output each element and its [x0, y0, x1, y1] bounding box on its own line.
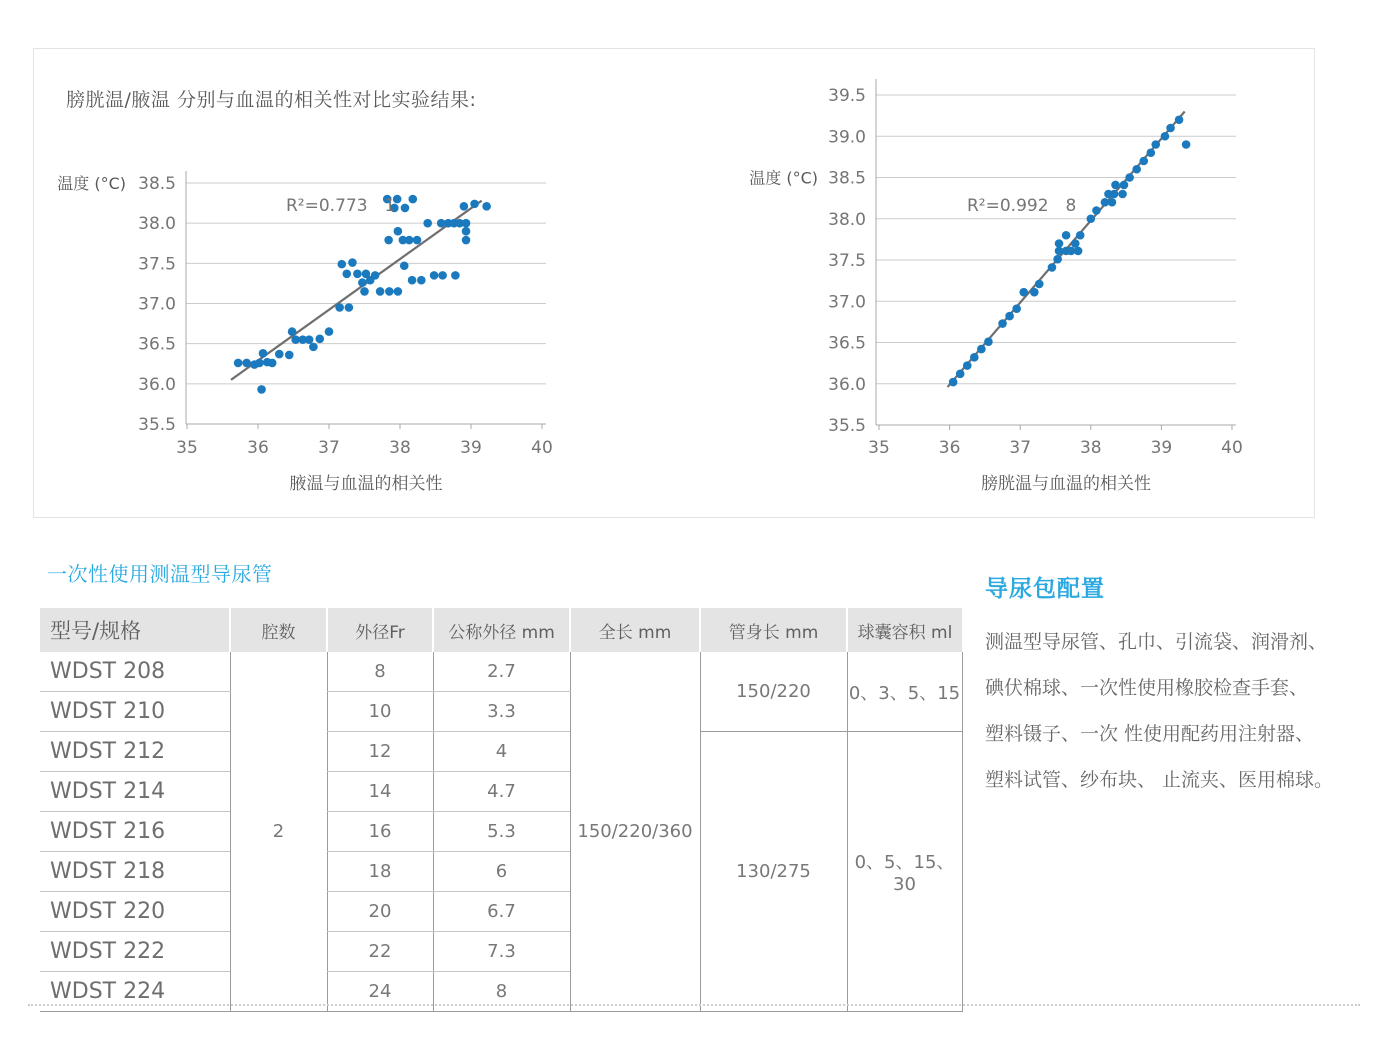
header-model: 型号/规格 [40, 608, 230, 652]
fr-cell: 8 [327, 652, 433, 692]
svg-text:35: 35 [868, 438, 890, 458]
od-cell: 7.3 [433, 932, 570, 972]
od-cell: 4 [433, 732, 570, 772]
kit-configuration [985, 570, 1387, 803]
fr-cell: 24 [327, 972, 433, 1012]
svg-text:37.0: 37.0 [138, 294, 176, 315]
svg-text:腋温与血温的相关性: 腋温与血温的相关性 [289, 474, 443, 494]
shaft-length-cell: 150/220 [700, 652, 847, 732]
svg-text:38.0: 38.0 [138, 214, 176, 235]
svg-text:37: 37 [1009, 438, 1032, 458]
kit-line: 测温型导尿管、孔巾、引流袋、润滑剂、 [985, 631, 1328, 653]
section-title-catheter: 一次性使用测温型导尿管 [47, 562, 273, 586]
header-od-mm: 公称外径 mm [433, 608, 570, 652]
table-row [40, 732, 962, 772]
svg-text:36.0: 36.0 [138, 374, 176, 395]
header-od-fr: 外径Fr [327, 608, 433, 652]
svg-text:35.5: 35.5 [138, 414, 176, 435]
svg-text:37.0: 37.0 [828, 292, 866, 313]
svg-text:39: 39 [460, 438, 482, 458]
model-cell: WDST 224 [40, 972, 230, 1012]
kit-line: 碘伏棉球、一次性使用橡胶检查手套、 [985, 677, 1309, 699]
svg-text:39.0: 39.0 [828, 127, 866, 148]
balloon-cell: 0、3、5、15 [847, 652, 962, 732]
od-cell: 6 [433, 852, 570, 892]
svg-text:37.5: 37.5 [138, 254, 176, 275]
svg-text:38.0: 38.0 [828, 209, 866, 230]
svg-text:R²=0.992 8: R²=0.992 8 [967, 196, 1077, 216]
svg-text:36: 36 [247, 438, 269, 458]
svg-text:36.5: 36.5 [828, 333, 866, 354]
kit-contents [985, 619, 1387, 803]
model-cell: WDST 222 [40, 932, 230, 972]
fr-cell: 18 [327, 852, 433, 892]
bottom-dotted-divider [28, 1004, 1360, 1006]
model-cell: WDST 220 [40, 892, 230, 932]
svg-text:38: 38 [1079, 438, 1102, 458]
svg-text:温度 (°C): 温度 (°C) [57, 174, 126, 193]
svg-text:38: 38 [389, 438, 411, 458]
model-cell: WDST 210 [40, 692, 230, 732]
fr-cell: 12 [327, 732, 433, 772]
shaft-length-cell: 130/275 [700, 732, 847, 1012]
table-header-row [40, 608, 962, 652]
svg-text:35: 35 [176, 438, 198, 458]
model-cell: WDST 212 [40, 732, 230, 772]
svg-text:40: 40 [1221, 438, 1243, 458]
svg-text:温度 (°C): 温度 (°C) [749, 168, 818, 188]
kit-title: 导尿包配置 [985, 576, 1105, 602]
od-cell: 4.7 [433, 772, 570, 812]
table-row [40, 652, 962, 692]
balloon-cell: 0、5、15、30 [847, 732, 962, 1012]
svg-text:36: 36 [938, 438, 961, 458]
model-cell: WDST 208 [40, 652, 230, 692]
total-length-cell: 150/220/360 [570, 652, 700, 1012]
panel-title: 膀胱温/腋温 分别与血温的相关性对比实验结果: [66, 89, 477, 111]
header-total-length: 全长 mm [570, 608, 700, 652]
svg-text:膀胱温与血温的相关性: 膀胱温与血温的相关性 [981, 474, 1151, 494]
model-cell: WDST 214 [40, 772, 230, 812]
od-cell: 3.3 [433, 692, 570, 732]
fr-cell: 16 [327, 812, 433, 852]
temperature-correlation-charts [34, 49, 1314, 517]
header-shaft-length: 管身长 mm [700, 608, 847, 652]
catheter-spec-table [40, 608, 963, 1012]
svg-text:R²=0.773 1: R²=0.773 1 [286, 196, 396, 216]
correlation-charts-panel [33, 48, 1315, 518]
header-lumens: 腔数 [230, 608, 327, 652]
kit-line: 塑料镊子、一次 性使用配药用注射器、 [985, 723, 1315, 745]
svg-text:36.0: 36.0 [828, 374, 866, 395]
fr-cell: 20 [327, 892, 433, 932]
svg-text:39: 39 [1150, 438, 1173, 458]
svg-text:39.5: 39.5 [828, 86, 866, 106]
svg-text:37: 37 [318, 438, 340, 458]
od-cell: 5.3 [433, 812, 570, 852]
model-cell: WDST 216 [40, 812, 230, 852]
svg-text:35.5: 35.5 [828, 416, 866, 436]
svg-text:38.5: 38.5 [138, 174, 176, 194]
od-cell: 8 [433, 972, 570, 1012]
lumens-cell: 2 [230, 652, 327, 1012]
fr-cell: 14 [327, 772, 433, 812]
svg-text:38.5: 38.5 [828, 168, 866, 189]
od-cell: 2.7 [433, 652, 570, 692]
fr-cell: 22 [327, 932, 433, 972]
od-cell: 6.7 [433, 892, 570, 932]
svg-text:36.5: 36.5 [138, 334, 176, 355]
fr-cell: 10 [327, 692, 433, 732]
header-balloon: 球囊容积 ml [847, 608, 962, 652]
model-cell: WDST 218 [40, 852, 230, 892]
kit-line: 塑料试管、纱布块、 止流夹、医用棉球。 [985, 769, 1334, 791]
svg-text:37.5: 37.5 [828, 251, 866, 271]
svg-text:40: 40 [531, 438, 553, 458]
